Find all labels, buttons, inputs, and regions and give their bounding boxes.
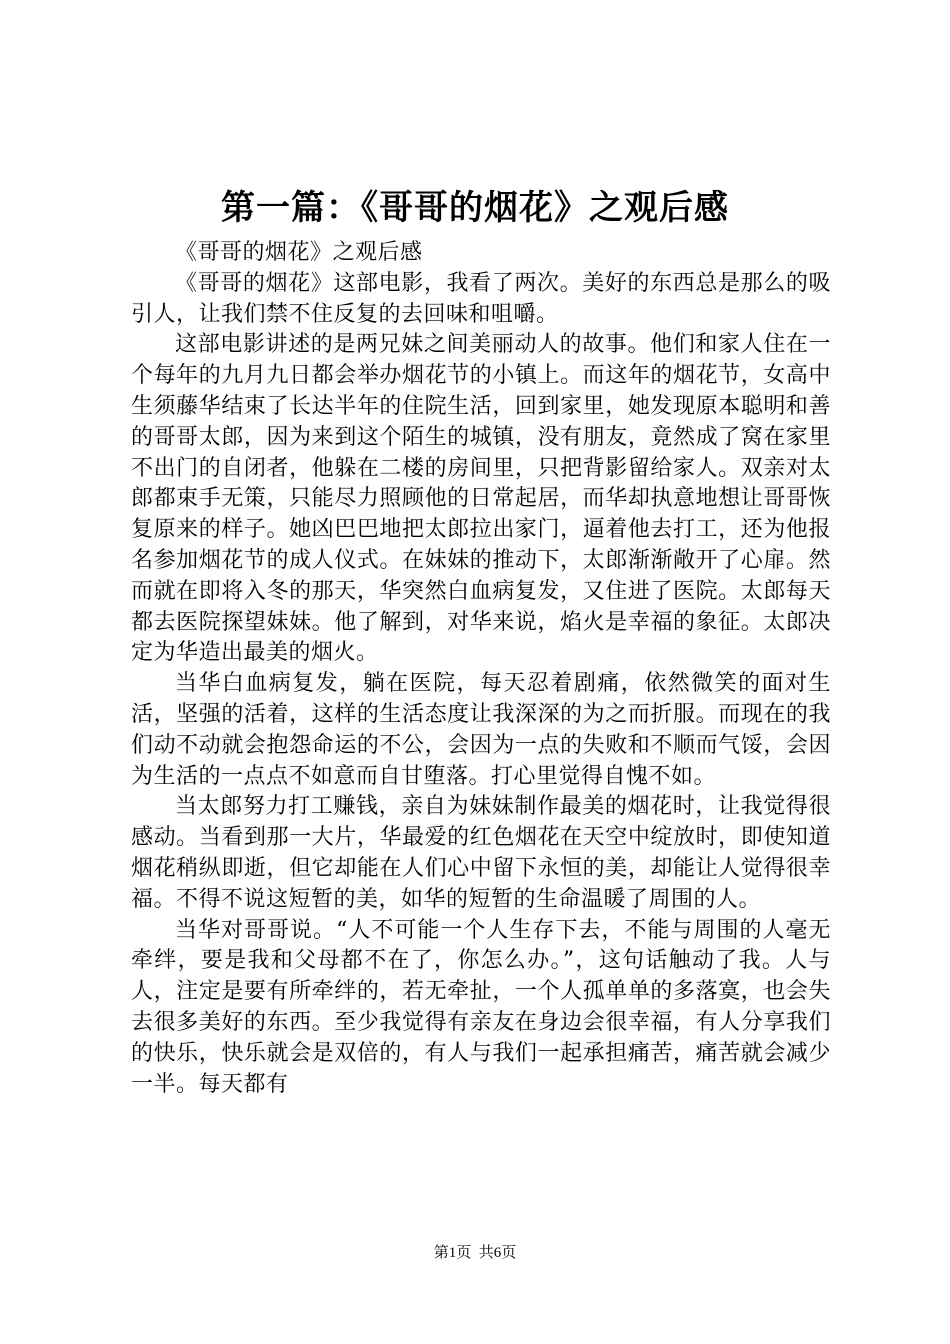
document-body bbox=[131, 238, 831, 1100]
document-title: 第一篇：《哥哥的烟花》之观后感 bbox=[221, 188, 729, 228]
paragraph-subtitle: 《哥哥的烟花》之观后感 bbox=[175, 240, 423, 265]
paragraph: 这部电影讲述的是两兄妹之间美丽动人的故事。他们和家人住在一个每年的九月九日都会举办烟花节的小镇上。而这年的烟花节，女高中生须藤华结束了长达半年的住院生活，回到家里，她发现原本聪明和善的哥哥太郎，因为来到这个陌生的城镇，没有朋友，竟然成了窝在家里不出门的自闭者，他躲在二楼的房间里，只把背影留给家人。双亲对太郎都束手无策，只能尽力照顾他的日常起居，而华却执意地想让哥哥恢复原来的样子。她凶巴巴地把太郎拉出家门，逼着他去打工，还为他报名参加烟花节的成人仪式。在妹妹的推动下，太郎渐渐敞开了心扉。然而就在即将入冬的那天，华突然白血病复发，又住进了医院。太郎每天都去医院探望妹妹。他了解到，对华来说，焰火是幸福的象征。太郎决定为华造出最美的烟火。 bbox=[131, 332, 831, 666]
paragraph: 当华白血病复发，躺在医院，每天忍着剧痛，依然微笑的面对生活，坚强的活着，这样的生活态度让我深深的为之而折服。而现在的我们动不动就会抱怨命运的不公，会因为一点的失败和不顺而气馁，会因为生活的一点点不如意而自甘堕落。打心里觉得自愧不如。 bbox=[131, 671, 831, 789]
paragraph: 《哥哥的烟花》这部电影，我看了两次。美好的东西总是那么的吸引人，让我们禁不住反复的去回味和咀嚼。 bbox=[131, 270, 831, 327]
page-footer bbox=[0, 1243, 950, 1263]
paragraph: 当太郎努力打工赚钱，亲自为妹妹制作最美的烟花时，让我觉得很感动。当看到那一大片，华最爱的红色烟花在天空中绽放时，即使知道烟花稍纵即逝，但它却能在人们心中留下永恒的美，却能让人觉得很幸福。不得不说这短暂的美，如华的短暂的生命温暖了周围的人。 bbox=[131, 794, 831, 912]
page-number-label: 第1页 共6页 bbox=[433, 1245, 517, 1261]
paragraph: 当华对哥哥说。“人不可能一个人生存下去，不能与周围的人毫无牵绊，要是我和父母都不在了，你怎么办。”，这句话触动了我。人与人，注定是要有所牵绊的，若无牵扯，一个人孤单单的多落寞，也会失去很多美好的东西。至少我觉得有亲友在身边会很幸福，有人分享我们的快乐，快乐就会是双倍的，有人与我们一起承担痛苦，痛苦就会减少一半。每天都有 bbox=[131, 917, 831, 1097]
